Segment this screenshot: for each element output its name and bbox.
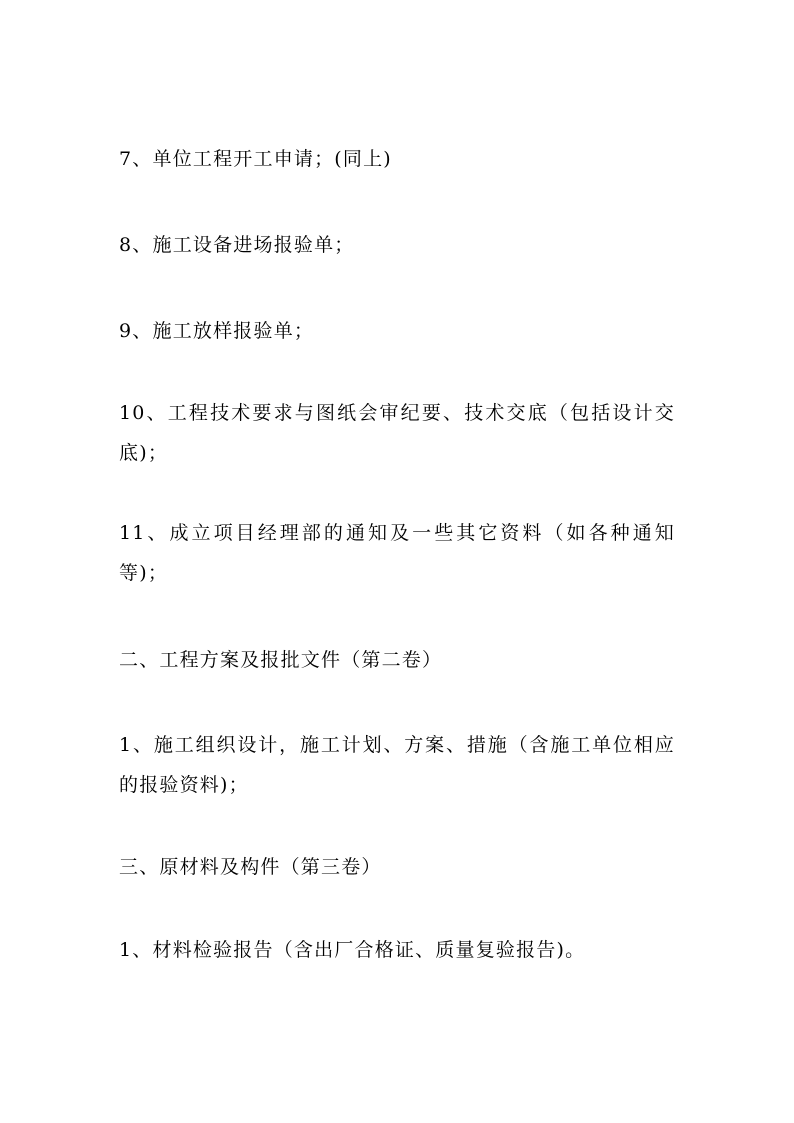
section-heading-volume-3: 三、原材料及构件（第三卷） xyxy=(119,856,382,878)
paragraph-item-11: 11、成立项目经理部的通知及一些其它资料（如各种通知等)； xyxy=(119,522,675,584)
paragraph-item-9: 9、施工放样报验单； xyxy=(119,320,315,342)
paragraph-material-report: 1、材料检验报告（含出厂合格证、质量复验报告)。 xyxy=(119,939,586,961)
paragraph-item-8: 8、施工设备进场报验单； xyxy=(119,234,355,256)
paragraph-construction-design: 1、施工组织设计，施工计划、方案、措施（含施工单位相应的报验资料)； xyxy=(119,734,675,796)
section-heading-volume-2: 二、工程方案及报批文件（第二卷） xyxy=(119,649,443,671)
paragraph-item-7: 7、单位工程开工申请；(同上) xyxy=(119,148,392,170)
paragraph-item-10: 10、工程技术要求与图纸会审纪要、技术交底（包括设计交底)； xyxy=(119,402,675,464)
